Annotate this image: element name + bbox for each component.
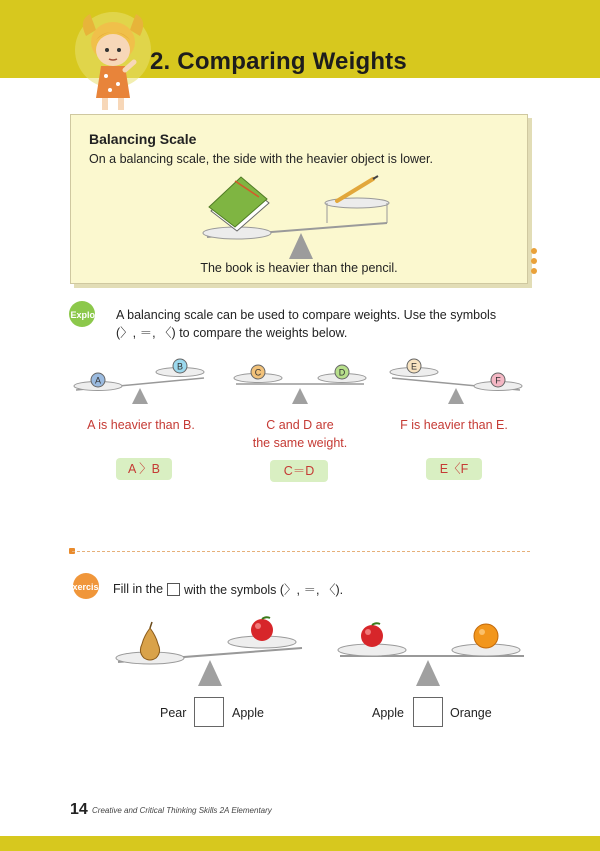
statement-c-d-line2: the same weight. [252, 436, 348, 450]
info-heading: Balancing Scale [89, 131, 197, 147]
exercise-text-after: with the symbols (〉, ＝, 〈). [184, 583, 344, 597]
ball-a-label: A [94, 375, 102, 386]
scale-e-f-icon [386, 356, 526, 404]
exercise2-right-label: Orange [450, 706, 492, 720]
ball-f-label: F [495, 375, 501, 386]
ball-c-label: C [254, 367, 262, 378]
answer-a-b: A 〉B [116, 458, 172, 480]
ball-b-label: B [176, 361, 184, 372]
exercise-badge-icon [64, 572, 106, 600]
info-caption: The book is heavier than the pencil. [200, 261, 398, 275]
exercise-instruction [113, 580, 343, 598]
exercise-badge-label: Exercise [66, 582, 104, 592]
statement-c-d [230, 416, 370, 452]
statement-c-d-line1: C and D are [266, 418, 334, 432]
book-title: Creative and Critical Thinking Skills 2A Elementary [92, 806, 272, 815]
info-box [70, 114, 528, 284]
exercise1-left-label: Pear [160, 706, 187, 720]
answer-e-f: E〈F [426, 458, 482, 480]
exercise-text-before: Fill in the [113, 582, 164, 596]
exercise2-left-label: Apple [372, 706, 404, 720]
scale-apple-orange-icon [332, 616, 532, 686]
exercise1-answer-box[interactable] [194, 697, 224, 727]
info-text: On a balancing scale, the side with the heavier object is lower. [89, 152, 433, 166]
explore-text: A balancing scale can be used to compare weights. Use the symbols (〉, ＝, 〈) to compare the weights below. [116, 308, 497, 340]
explore-badge-label: Explore [70, 310, 104, 320]
scale-pear-apple-icon [110, 616, 310, 686]
page-title: 2. Comparing Weights [150, 48, 407, 75]
exercise2-answer-box[interactable] [413, 697, 443, 727]
blank-box-icon [167, 583, 180, 596]
statement-e-f: F is heavier than E. [400, 418, 508, 432]
page-number: 14 [70, 801, 88, 818]
section-divider [72, 551, 530, 552]
scale-a-b-icon [70, 356, 210, 404]
ball-e-label: E [410, 361, 418, 372]
mascot-girl-icon [72, 6, 154, 114]
decorative-dots [531, 248, 541, 278]
footer-band [0, 836, 600, 851]
exercise1-right-label: Apple [232, 706, 264, 720]
statement-a-b: A is heavier than B. [87, 418, 195, 432]
book-pencil-scale-icon [197, 173, 397, 259]
ball-d-label: D [338, 367, 346, 378]
scale-c-d-icon [230, 356, 370, 404]
explore-badge-icon [68, 300, 106, 328]
answer-c-d: C＝D [270, 460, 328, 482]
